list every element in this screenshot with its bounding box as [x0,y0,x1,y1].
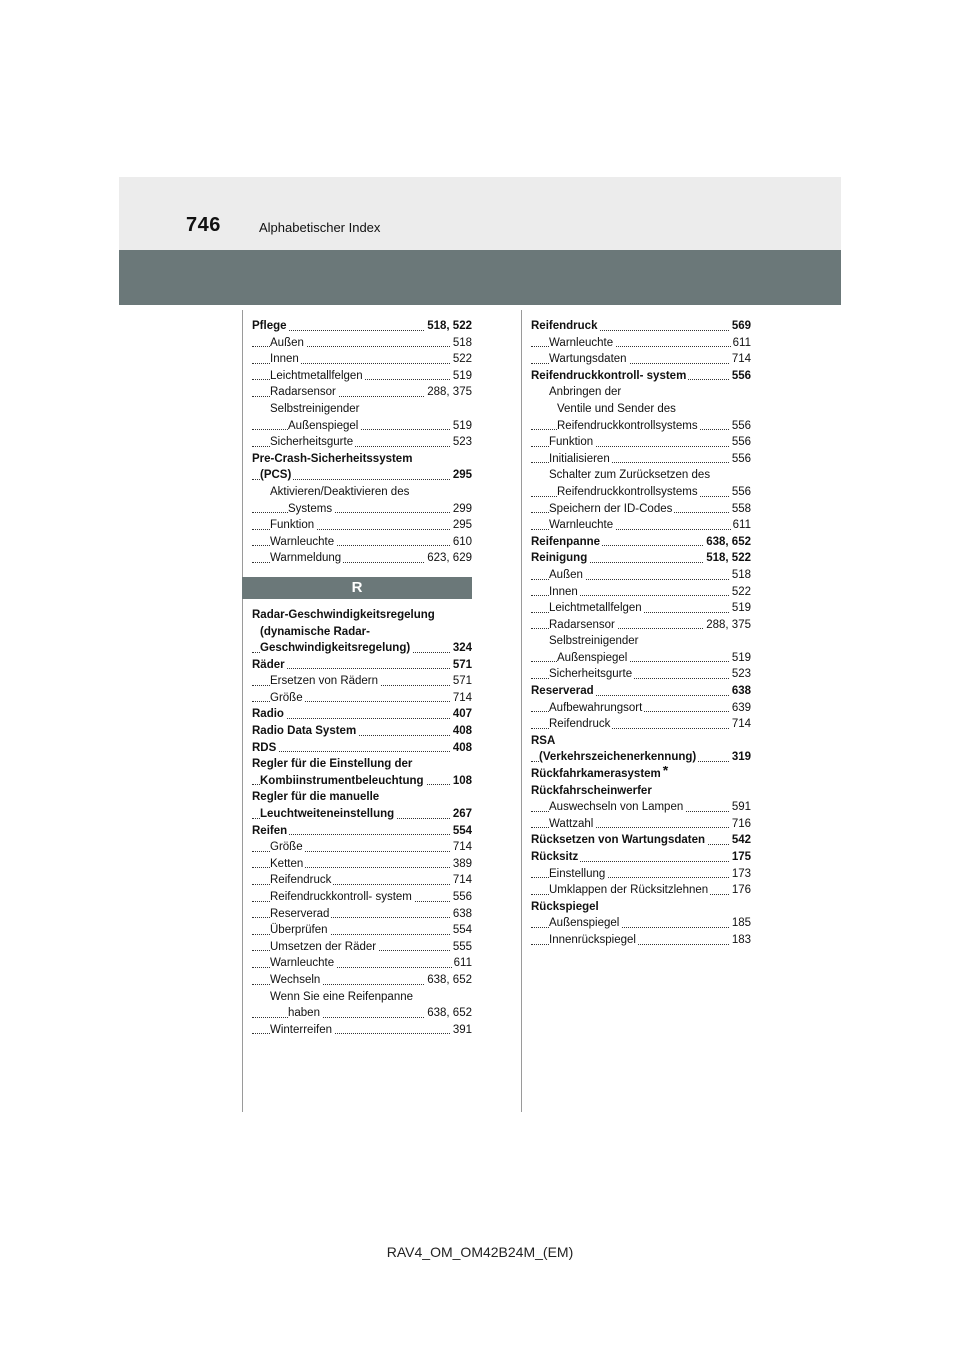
entry-term: Aktivieren/Deaktivieren des [270,485,410,498]
entry-term: Warnleuchte [549,519,614,532]
page-number: 746 [186,214,221,236]
index-entry [252,756,472,773]
entry-term: Warnmeldung [270,552,342,565]
entry-term: Außen [549,568,583,581]
entry-term: Regler für die manuelle [252,791,380,804]
entry-pages: 389 [451,856,472,873]
entry-term: Reifendruckkontroll- system [531,369,687,382]
entry-pages: 591 [730,799,751,816]
entry-term: Umsetzen der Räder [270,940,377,953]
entry-pages: 611 [731,335,751,352]
entry-term: Regler für die Einstellung der [252,758,413,771]
entry-pages: 556 [730,434,751,451]
entry-pages: 518 [451,335,472,352]
index-entry [252,955,472,972]
entry-term: Selbstreinigender [270,402,360,415]
entry-pages: 638 [730,683,751,700]
index-entry [252,1005,472,1022]
index-entry [252,501,472,518]
entry-term: RDS [252,741,277,754]
entry-term: Radio Data System [252,725,357,738]
header-band [119,250,841,305]
entry-pages: 522 [730,584,751,601]
entry-pages: 523 [730,666,751,683]
entry-pages: 295 [451,467,472,484]
index-entry [252,451,472,468]
entry-term: Systems [288,502,333,515]
entry-term: (PCS) [260,469,292,482]
entry-pages: 638, 652 [425,972,472,989]
entry-pages: 558 [730,501,751,518]
entry-term: Größe [270,841,303,854]
entry-term: Radarsensor [549,618,615,631]
index-entry [531,799,751,816]
entry-pages: 638 [451,906,472,923]
leader-dots [252,751,472,752]
entry-pages: 185 [730,915,751,932]
entry-pages: 556 [730,484,751,501]
entry-pages: 555 [451,939,472,956]
entry-term: Wechseln [270,973,321,986]
index-entry [252,690,472,707]
entry-term: Funktion [549,436,594,449]
index-column-1 [252,318,472,1038]
entry-pages: 571 [451,673,472,690]
index-entry [252,1022,472,1039]
entry-pages: 556 [451,889,472,906]
entry-pages: 519 [451,368,472,385]
entry-term: Schalter zum Zurücksetzen des [549,469,711,482]
index-entry [252,517,472,534]
entry-pages: 519 [730,650,751,667]
index-entry [252,534,472,551]
index-entry [252,607,472,624]
entry-term: Rückfahrscheinwerfer [531,784,652,797]
entry-term: Rücksitz [531,851,579,863]
entry-term: Außenspiegel [288,419,359,432]
letter-heading-r: R [242,577,472,599]
entry-term: Warnleuchte [270,957,335,970]
entry-term: Warnleuchte [549,336,614,349]
entry-pages: 522 [451,351,472,368]
entry-pages: 611 [452,955,472,972]
index-entry [531,899,751,916]
index-entry [252,318,472,335]
index-entry [252,723,472,740]
entry-pages: 523 [451,434,472,451]
index-entry [252,335,472,352]
index-entry [252,856,472,873]
index-entry [531,451,751,468]
entry-term: Innen [270,353,299,366]
index-entry [531,434,751,451]
index-entry [531,335,751,352]
index-entry [252,550,472,567]
index-entry [252,889,472,906]
entry-pages: 108 [451,773,472,790]
index-entry [531,633,751,650]
entry-pages: 639 [730,700,751,717]
index-entry [252,624,472,641]
entry-term: Kombiinstrumentbeleuchtung [260,774,424,787]
entry-term: Ersetzen von Rädern [270,675,379,688]
entry-term: Wartungsdaten [549,353,627,366]
index-entry [531,467,751,484]
index-entry [252,706,472,723]
entry-pages: 714 [730,351,751,368]
column-divider-middle [521,310,522,1112]
entry-term: Wattzahl [549,817,594,830]
index-entry [531,866,751,883]
index-entry [252,872,472,889]
entry-pages: 714 [451,872,472,889]
entry-term: Reifendruck [531,320,598,332]
index-entry [531,766,751,783]
index-entry [531,832,751,849]
index-block-r-continued [531,318,751,949]
entry-pages: 518, 522 [704,550,751,567]
index-entry [531,418,751,435]
entry-pages: 571 [451,657,472,674]
entry-term: RSA [531,734,556,747]
entry-term: Speichern der ID-Codes [549,502,673,515]
index-entry [531,550,751,567]
index-entry [252,922,472,939]
entry-term: Pre-Crash-Sicherheitssystem [252,452,413,465]
entry-term: Winterreifen [270,1023,332,1036]
entry-term: Reifendruckkontrollsystems [557,485,698,498]
entry-term: (dynamische Radar- [260,625,370,638]
entry-pages: 295 [451,517,472,534]
entry-term: Größe [270,691,303,704]
index-entry [531,816,751,833]
entry-term: Reserverad [531,685,594,698]
entry-pages: 569 [730,318,751,335]
entry-pages: 611 [731,517,751,534]
leader-dots [252,512,472,513]
entry-term: Radio [252,708,284,721]
entry-term: Außenspiegel [557,651,628,664]
index-entry [531,600,751,617]
entry-pages: 288, 375 [704,617,751,634]
index-entry [531,517,751,534]
column-divider-left [242,310,243,1112]
entry-term: Ketten [270,857,304,870]
index-entry [531,401,751,418]
entry-pages: 556 [730,368,751,385]
index-entry [531,584,751,601]
entry-pages: 556 [730,418,751,435]
entry-term: Geschwindigkeitsregelung) [260,642,411,655]
entry-term: Wenn Sie eine Reifenpanne [270,990,414,1003]
index-entry [531,384,751,401]
entry-pages: 267 [451,806,472,823]
index-entry [531,484,751,501]
footnote-star: * [663,766,670,778]
entry-pages: 542 [730,832,751,849]
index-entry [531,683,751,700]
entry-term: Funktion [270,519,315,532]
index-entry [531,932,751,949]
entry-term: Reifendruck [270,874,332,887]
entry-term: Radarsensor [270,386,336,399]
entry-pages: 554 [451,823,472,840]
entry-term: Sicherheitsgurte [549,668,633,681]
index-entry [531,650,751,667]
index-entry [252,740,472,757]
entry-term: Leichtmetallfelgen [270,369,363,382]
entry-term: Überprüfen [270,924,328,937]
entry-term: Auswechseln von Lampen [549,801,684,814]
entry-pages: 519 [451,418,472,435]
entry-term: Reinigung [531,552,588,565]
entry-term: Reifendruckkontrollsystems [557,419,698,432]
index-entry [252,823,472,840]
index-entry [252,640,472,657]
entry-pages: 714 [451,839,472,856]
entry-pages: 175 [730,849,751,866]
index-entry [531,716,751,733]
entry-term: haben [288,1007,320,1020]
index-entry [531,617,751,634]
index-entry [252,773,472,790]
index-entry [252,467,472,484]
entry-pages: 519 [730,600,751,617]
entry-pages: 638, 652 [704,534,751,551]
entry-pages: 408 [451,740,472,757]
index-entry [531,666,751,683]
index-entry [252,839,472,856]
index-entry [252,351,472,368]
entry-term: Innen [549,585,578,598]
entry-term: Außen [270,336,304,349]
entry-term: Leuchtweiteneinstellung [260,808,395,821]
entry-pages: 556 [730,451,751,468]
entry-pages: 319 [730,749,751,766]
index-entry [531,534,751,551]
index-entry [252,401,472,418]
entry-pages: 518 [730,567,751,584]
entry-pages: 299 [451,501,472,518]
index-entry [531,733,751,750]
entry-pages: 183 [730,932,751,949]
entry-pages: 408 [451,723,472,740]
entry-term: (Verkehrszeichenerkennung) [539,751,697,764]
index-entry [531,351,751,368]
entry-term: Außenspiegel [549,917,620,930]
index-entry [252,418,472,435]
entry-pages: 714 [451,690,472,707]
index-entry [252,972,472,989]
entry-term: Sicherheitsgurte [270,436,354,449]
index-entry [531,783,751,800]
index-entry [252,939,472,956]
entry-term: Rücksetzen von Wartungsdaten [531,834,706,847]
entry-term: Ventile und Sender des [557,402,676,415]
index-entry [252,673,472,690]
index-entry [531,368,751,385]
index-entry [252,384,472,401]
leader-dots [252,429,472,430]
index-entry [531,318,751,335]
entry-term: Reifen [252,824,288,837]
entry-term: Reserverad [270,907,330,920]
index-entry [252,368,472,385]
document-code: RAV4_OM_OM42B24M_(EM) [386,1244,574,1260]
index-entry [252,906,472,923]
entry-pages: 173 [730,866,751,883]
index-entry [531,749,751,766]
entry-pages: 518, 522 [425,318,472,335]
entry-term: Reifenpanne [531,535,601,548]
entry-term: Einstellung [549,867,606,880]
entry-term: Warnleuchte [270,535,335,548]
index-entry [531,849,751,866]
index-entry [252,657,472,674]
index-entry [252,806,472,823]
entry-term: Radar-Geschwindigkeitsregelung [252,608,435,621]
entry-pages: 176 [730,882,751,899]
entry-pages: 714 [730,716,751,733]
entry-term: Selbstreinigender [549,635,639,648]
entry-pages: 324 [451,640,472,657]
index-entry [531,882,751,899]
entry-term: Räder [252,658,285,671]
index-block-p [252,318,472,567]
index-block-r [252,607,472,1038]
index-column-2 [531,318,751,949]
entry-pages: 554 [451,922,472,939]
entry-term: Reifendruckkontroll- system [270,891,412,903]
entry-term: Innenrückspiegel [549,933,636,946]
entry-pages: 610 [451,534,472,551]
entry-term: Umklappen der Rücksitzlehnen [549,884,709,897]
index-entry [252,484,472,501]
entry-term: Aufbewahrungsort [549,701,643,714]
entry-pages: 391 [451,1022,472,1039]
index-entry [252,989,472,1006]
entry-term: Anbringen der [549,386,622,399]
index-entry [531,915,751,932]
section-title: Alphabetischer Index [259,220,381,235]
entry-pages: 623, 629 [425,550,472,567]
index-entry [531,501,751,518]
index-entry [252,434,472,451]
entry-term: Reifendruck [549,718,611,731]
entry-term: Initialisieren [549,452,610,465]
entry-term: Rückfahrkamerasystem [531,768,661,781]
entry-pages: 716 [730,816,751,833]
index-entry [531,700,751,717]
entry-pages: 288, 375 [425,384,472,401]
entry-term: Leichtmetallfelgen [549,602,642,615]
index-entry [531,567,751,584]
index-entry [252,789,472,806]
entry-pages: 407 [451,706,472,723]
entry-pages: 638, 652 [425,1005,472,1022]
entry-term: Pflege [252,320,287,332]
entry-term: Rückspiegel [531,900,599,913]
